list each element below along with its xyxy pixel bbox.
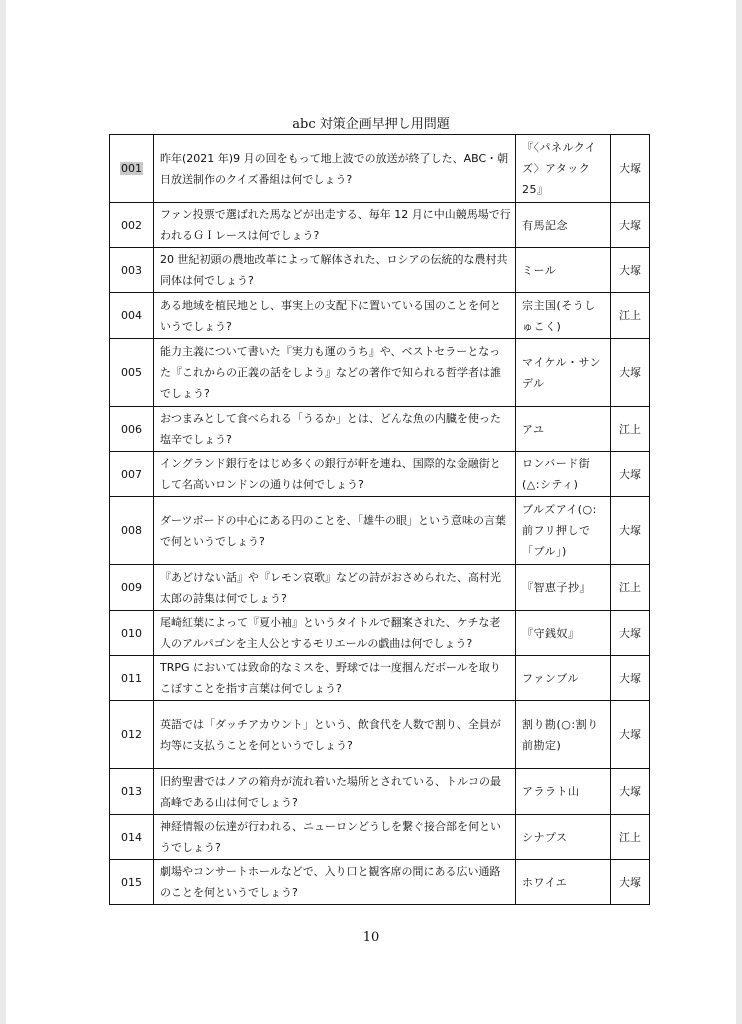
answer-text: アユ [516,407,611,452]
question-table [109,134,650,905]
answer-text: 宗主国(そうしゅこく) [516,293,611,339]
writer-name: 大塚 [611,769,650,815]
writer-name: 大塚 [611,611,650,656]
question-number: 005 [110,339,154,407]
question-text: 能力主義について書いた『実力も運のうち』や、ベストセラーとなった『これからの正義の話をしよう』などの著作で知られる哲学者は誰でしょう? [154,339,516,407]
question-text: ファン投票で選ばれた馬などが出走する、毎年 12 月に中山競馬場で行われるＧＩレースは何でしょう? [154,203,516,248]
question-text: 神経情報の伝達が行われる、ニューロンどうしを繋ぐ接合部を何というでしょう? [154,815,516,860]
answer-text: ファンブル [516,656,611,701]
question-text: 20 世紀初頭の農地改革によって解体された、ロシアの伝統的な農村共同体は何でしょう? [154,248,516,293]
table-row [110,339,650,407]
writer-name: 江上 [611,293,650,339]
answer-text: ロンバード街(△:シティ) [516,452,611,497]
question-text: 昨年(2021 年)9 月の回をもって地上波での放送が終了した、ABC・朝日放送制作のクイズ番組は何でしょう? [154,135,516,203]
question-text: 英語では「ダッチアカウント」という、飲食代を人数で割り、全員が均等に支払うことを何というでしょう? [154,701,516,769]
answer-text: 有馬記念 [516,203,611,248]
answer-text: ホワイエ [516,860,611,905]
answer-text: 『〈パネルクイズ〉アタック 25』 [516,135,611,203]
table-row [110,248,650,293]
writer-name: 大塚 [611,497,650,565]
writer-name: 大塚 [611,452,650,497]
question-number: 013 [110,769,154,815]
page-title: abc 対策企画早押し用問題 [292,117,450,132]
table-row [110,407,650,452]
question-number: 006 [110,407,154,452]
question-text: 尾崎紅葉によって『夏小袖』というタイトルで翻案された、ケチな老人のアルパゴンを主人公とするモリエールの戯曲は何でしょう? [154,611,516,656]
question-number: 008 [110,497,154,565]
table-row [110,860,650,905]
question-number: 014 [110,815,154,860]
writer-name: 江上 [611,565,650,611]
question-text: ダーツボードの中心にある円のことを、「雄牛の眼」という意味の言葉で何というでしょう? [154,497,516,565]
table-row [110,769,650,815]
question-number [110,135,154,203]
answer-text: 『智恵子抄』 [516,565,611,611]
question-number: 010 [110,611,154,656]
answer-text: アララト山 [516,769,611,815]
writer-name: 大塚 [611,135,650,203]
question-number: 002 [110,203,154,248]
page-number: 10 [362,930,380,945]
question-number: 004 [110,293,154,339]
answer-text: ブルズアイ(○:前フリ押しで「ブル」) [516,497,611,565]
question-number: 003 [110,248,154,293]
answer-text: 『守銭奴』 [516,611,611,656]
writer-name: 大塚 [611,656,650,701]
question-text: 劇場やコンサートホールなどで、入り口と観客席の間にある広い通路のことを何というでしょう? [154,860,516,905]
table-row [110,293,650,339]
table-row [110,203,650,248]
answer-text: マイケル・サンデル [516,339,611,407]
writer-name: 江上 [611,407,650,452]
writer-name: 大塚 [611,203,650,248]
question-number: 007 [110,452,154,497]
table-row [110,815,650,860]
writer-name: 江上 [611,815,650,860]
table-row [110,611,650,656]
table-row [110,701,650,769]
question-text: イングランド銀行をはじめ多くの銀行が軒を連ね、国際的な金融街として名高いロンドンの通りは何でしょう? [154,452,516,497]
question-text: 旧約聖書ではノアの箱舟が流れ着いた場所とされている、トルコの最高峰である山は何でしょう? [154,769,516,815]
writer-name: 大塚 [611,339,650,407]
writer-name: 大塚 [611,860,650,905]
question-number: 009 [110,565,154,611]
table-row [110,656,650,701]
question-text: おつまみとして食べられる「うるか」とは、どんな魚の内臓を使った塩辛でしょう? [154,407,516,452]
table-row [110,452,650,497]
selected-question-number[interactable]: 001 [121,162,142,175]
question-number: 011 [110,656,154,701]
answer-text: ミール [516,248,611,293]
question-number: 015 [110,860,154,905]
answer-text: 割り勘(○:割り前勘定) [516,701,611,769]
question-text: 『あどけない話』や『レモン哀歌』などの詩がおさめられた、高村光太郎の詩集は何でしょう? [154,565,516,611]
question-text: TRPG においては致命的なミスを、野球では一度掴んだボールを取りこぼすことを指す言葉は何でしょう? [154,656,516,701]
question-text: ある地域を植民地とし、事実上の支配下に置いている国のことを何というでしょう? [154,293,516,339]
writer-name: 大塚 [611,248,650,293]
writer-name: 大塚 [611,701,650,769]
table-row [110,135,650,203]
table-row [110,497,650,565]
table-row [110,565,650,611]
answer-text: シナプス [516,815,611,860]
question-number: 012 [110,701,154,769]
